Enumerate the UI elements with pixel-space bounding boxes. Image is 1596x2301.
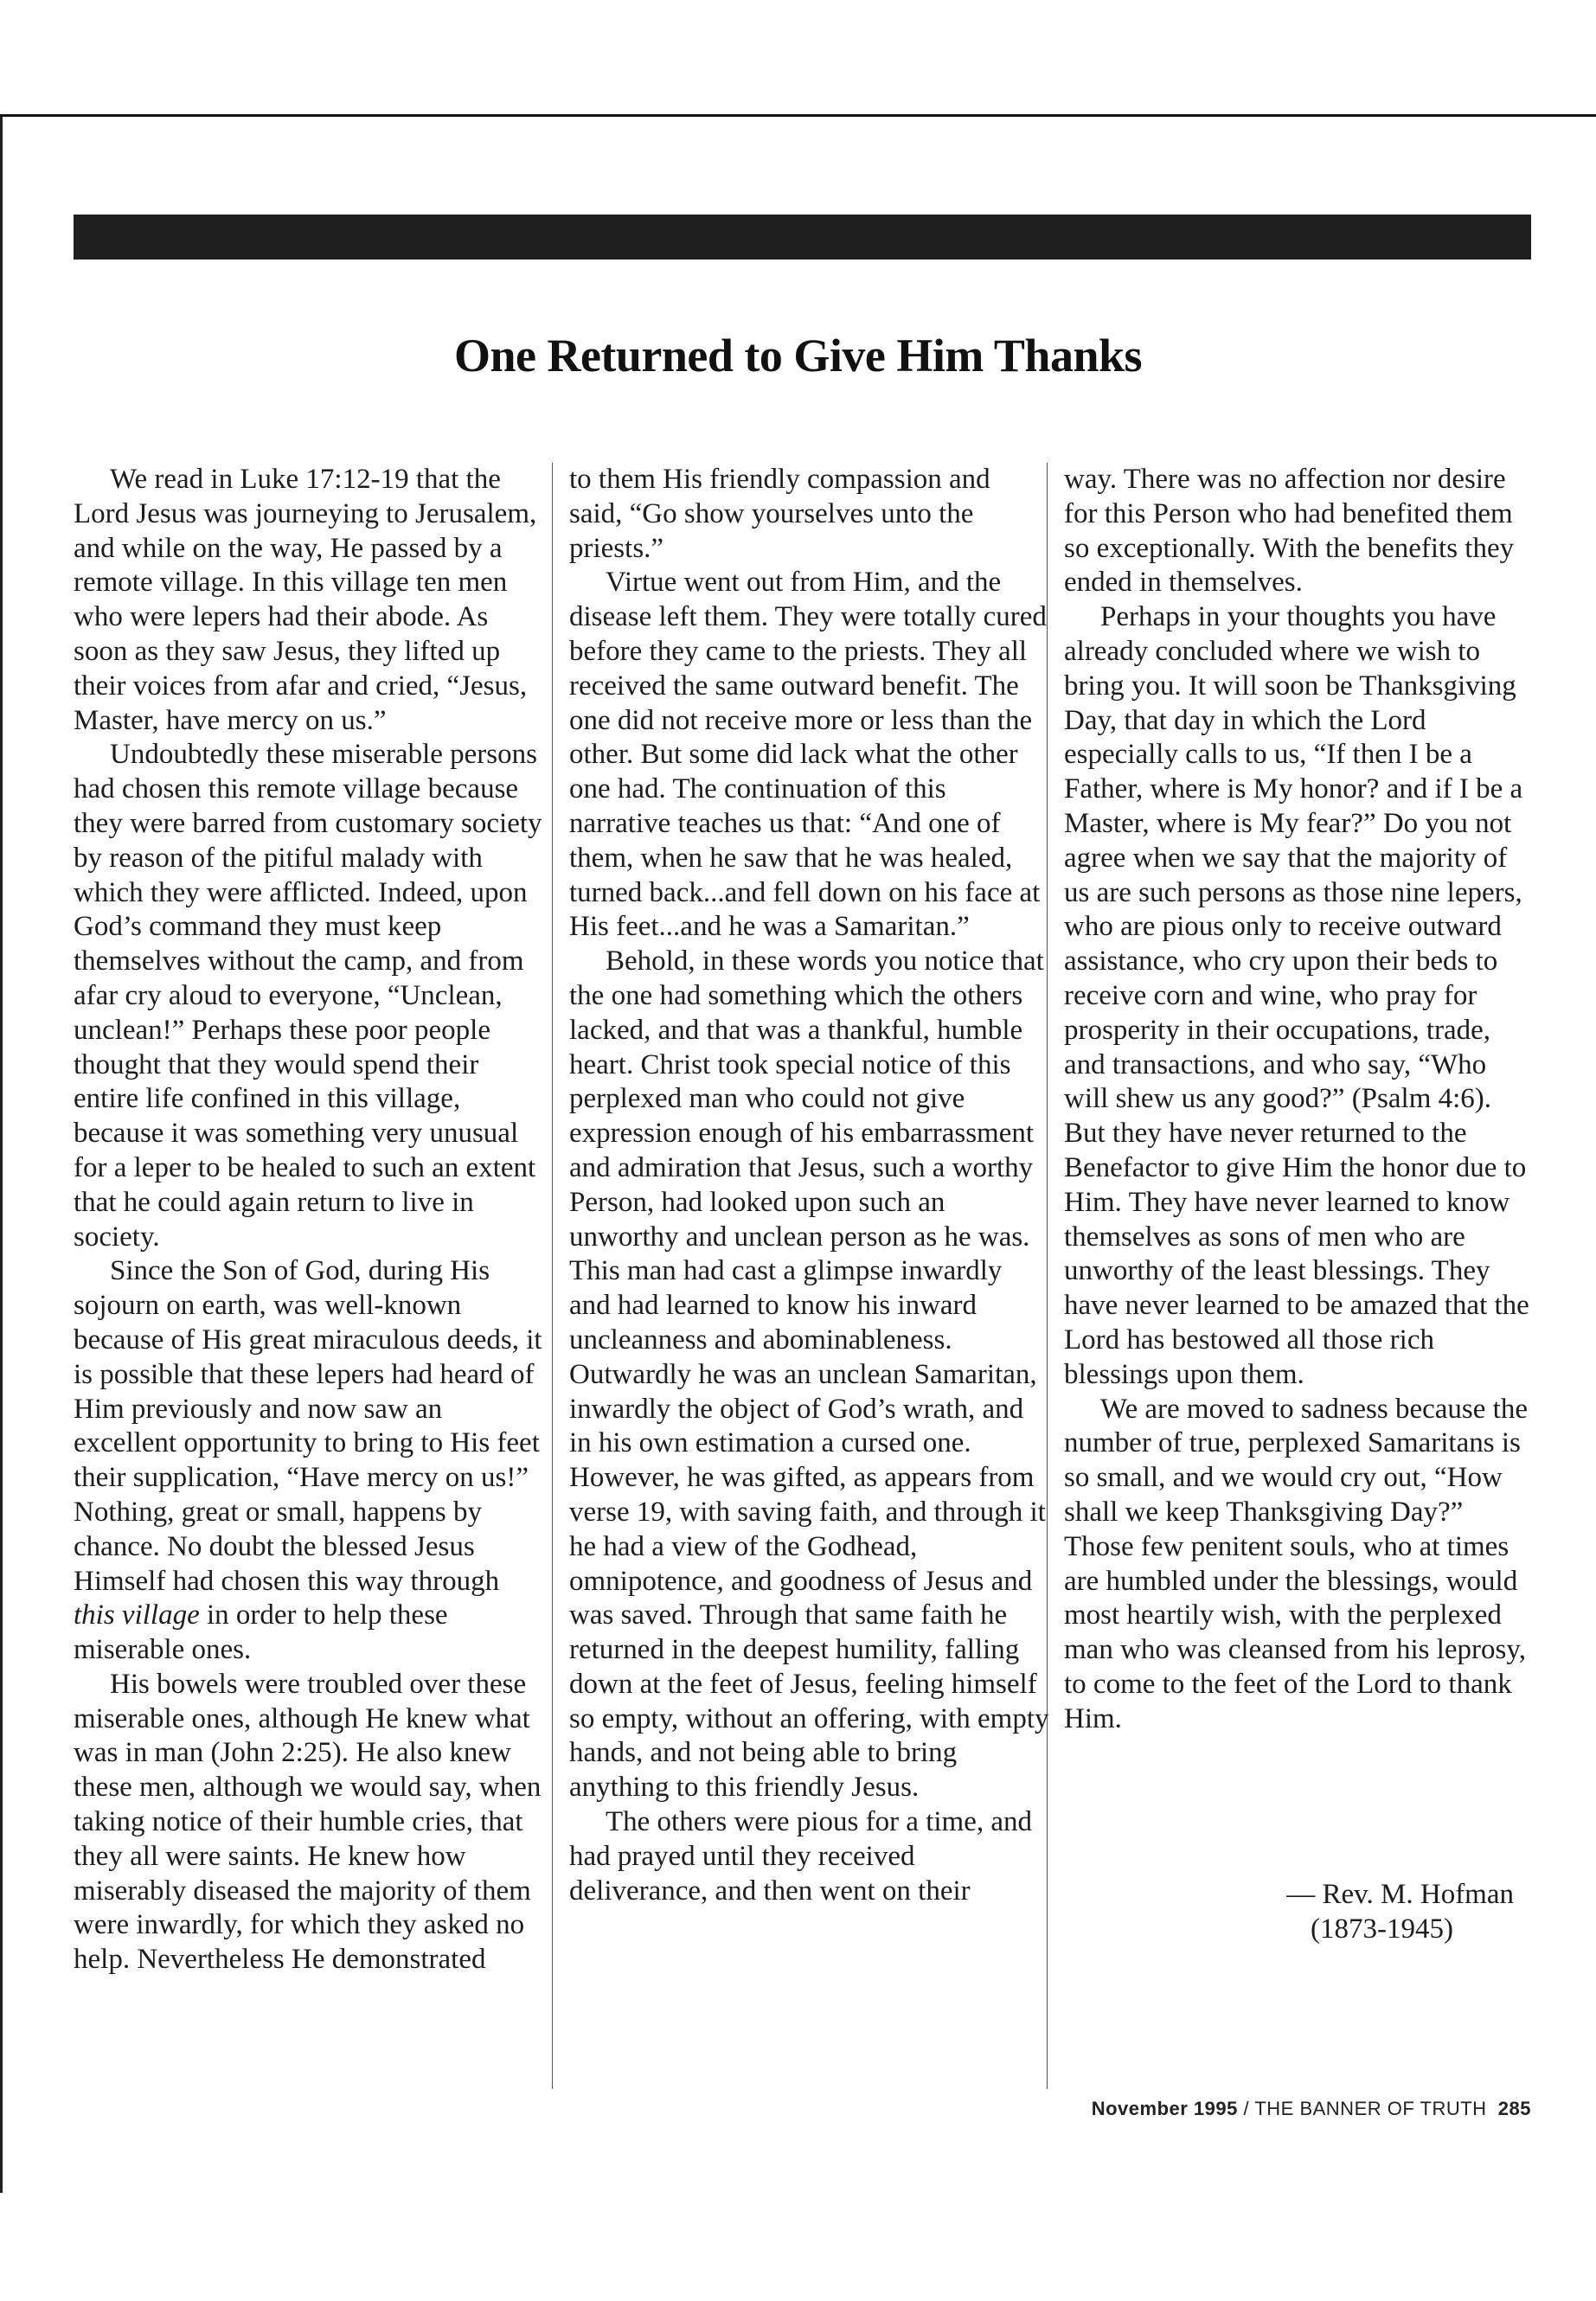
footer-issue: November 1995 <box>1091 2098 1238 2119</box>
emphasis-text: this village <box>74 1599 200 1631</box>
paragraph: We are moved to sadness because the number of true, perplexed Samaritans is so small, and we would cry out, “How shall we keep Thanksgiving Day?” Those few penitent souls, who at times are humbled under the blessings, would most heartily wish, with the perplexed man who was cleansed from his leprosy, to come to the feet of the Lord to thank Him. <box>1064 1393 1528 1734</box>
article-column-1 <box>74 463 545 1977</box>
page-edge <box>0 117 3 2193</box>
page-number: 285 <box>1497 2098 1531 2119</box>
page-footer <box>1064 2098 1531 2120</box>
paragraph: Behold, in these words you notice that the one had something which the others lacked, and that was a thankful, humble heart. Christ took special notice of this perplexed man who could not give expression enough of his embarrassment and admiration that Jesus, such a worthy Person, had looked upon such an unworthy and unclean person as he was. This man had cast a glimpse inwardly and had learned to know his inward uncleanness and abominableness. Outwardly he was an unclean Samaritan, inwardly the object of God’s wrath, and in his own estimation a cursed one. However, he was gifted, as appears from verse 19, with saving faith, and through it he had a view of the Godhead, omnipotence, and goodness of Jesus and was saved. Through that same faith he returned in the deepest humility, falling down at the feet of Jesus, feeling himself so empty, without an offering, with empty hands, and not being able to bring anything to this friendly Jesus. <box>569 945 1049 1804</box>
column-divider-1 <box>552 463 553 2089</box>
paragraph: Perhaps in your thoughts you have already concluded where we wish to bring you. It will soon be Thanksgiving Day, that day in which the Lord especially calls to us, “If then I be a Father, where is My honor? and if I be a Master, where is My fear?” Do you not agree when we say that the majority of us are such persons as those nine lepers, who are pious only to receive outward assistance, who cry upon their beds to receive corn and wine, who pray for prosperity in their occupations, trade, and transactions, and who say, “Who will shew us any good?” (Psalm 4:6). But they have never returned to the Benefactor to give Him the honor due to Him. They have never learned to know themselves as sons of men who are unworthy of the least blessings. They have never learned to be amazed that the Lord has bestowed all those rich blessings upon them. <box>1064 601 1529 1390</box>
paragraph-text: in order to help these miserable ones. <box>74 1599 448 1666</box>
paragraph <box>74 1254 545 1668</box>
paragraph: Virtue went out from Him, and the disease left them. They were totally cured before they came to the priests. They all received the same outward benefit. The one did not receive more or less than the other. But some did lack what the other one had. The continuation of this narrative teaches us that: “And one of them, when he saw that he was healed, turned back...and fell down on his face at His feet...and he was a Samaritan.” <box>569 567 1047 943</box>
paragraph-text: Since the Son of God, during His sojourn on earth, was well-known because of His great miraculous deeds, it is possible that these lepers had heard of Him previously and now saw an excellent opportunity to bring to His feet their supplication, “Have mercy on us!” Nothing, great or small, happens by chance. No doubt the blessed Jesus Himself had chosen this way through <box>74 1255 542 1597</box>
article-column-2 <box>569 463 1049 1908</box>
author-years: (1873-1945) <box>1311 1913 1453 1945</box>
article-title: One Returned to Give Him Thanks <box>453 330 1143 381</box>
footer-separator: / <box>1237 2098 1255 2119</box>
author-signature <box>1064 1877 1514 1946</box>
paragraph: to them His friendly compassion and said, “Go show yourselves unto the priests.” <box>569 464 990 564</box>
footer-publication: THE BANNER OF TRUTH <box>1254 2098 1487 2119</box>
paragraph: way. There was no affection nor desire for this Person who had benefited them so exceptionally. With the benefits they ended in themselves. <box>1064 464 1515 599</box>
paragraph: Undoubtedly these miserable persons had chosen this remote village because they were barred from customary society by reason of the pitiful malady with which they were afflicted. Indeed, upon God’s command they must keep themselves without the camp, and from afar cry aloud to everyone, “Unclean, unclean!” Perhaps these poor people thought that they would spend their entire life confined in this village, because it was something very unusual for a leper to be healed to such an extent that he could again return to live in society. <box>74 739 542 1253</box>
paragraph: We read in Luke 17:12-19 that the Lord Jesus was journeying to Jerusalem, and while on the way, He passed by a remote village. In this village ten men who were lepers had their abode. As soon as they saw Jesus, they lifted up their voices from afar and cried, “Jesus, Master, have mercy on us.” <box>74 464 537 736</box>
top-rule <box>0 114 1596 117</box>
paragraph: The others were pious for a time, and had prayed until they received deliverance, and then went on their <box>569 1806 1033 1907</box>
author-name: — Rev. M. Hofman <box>1286 1879 1514 1910</box>
paragraph: His bowels were troubled over these miserable ones, although He knew what was in man (John 2:25). He also knew these men, although we would say, when taking notice of their humble cries, that they all were saints. He knew how miserably diseased the majority of them were inwardly, for which they asked no help. Nevertheless He demonstrated <box>74 1668 542 1976</box>
header-banner-bar <box>74 215 1531 260</box>
article-column-3 <box>1064 463 1535 1736</box>
